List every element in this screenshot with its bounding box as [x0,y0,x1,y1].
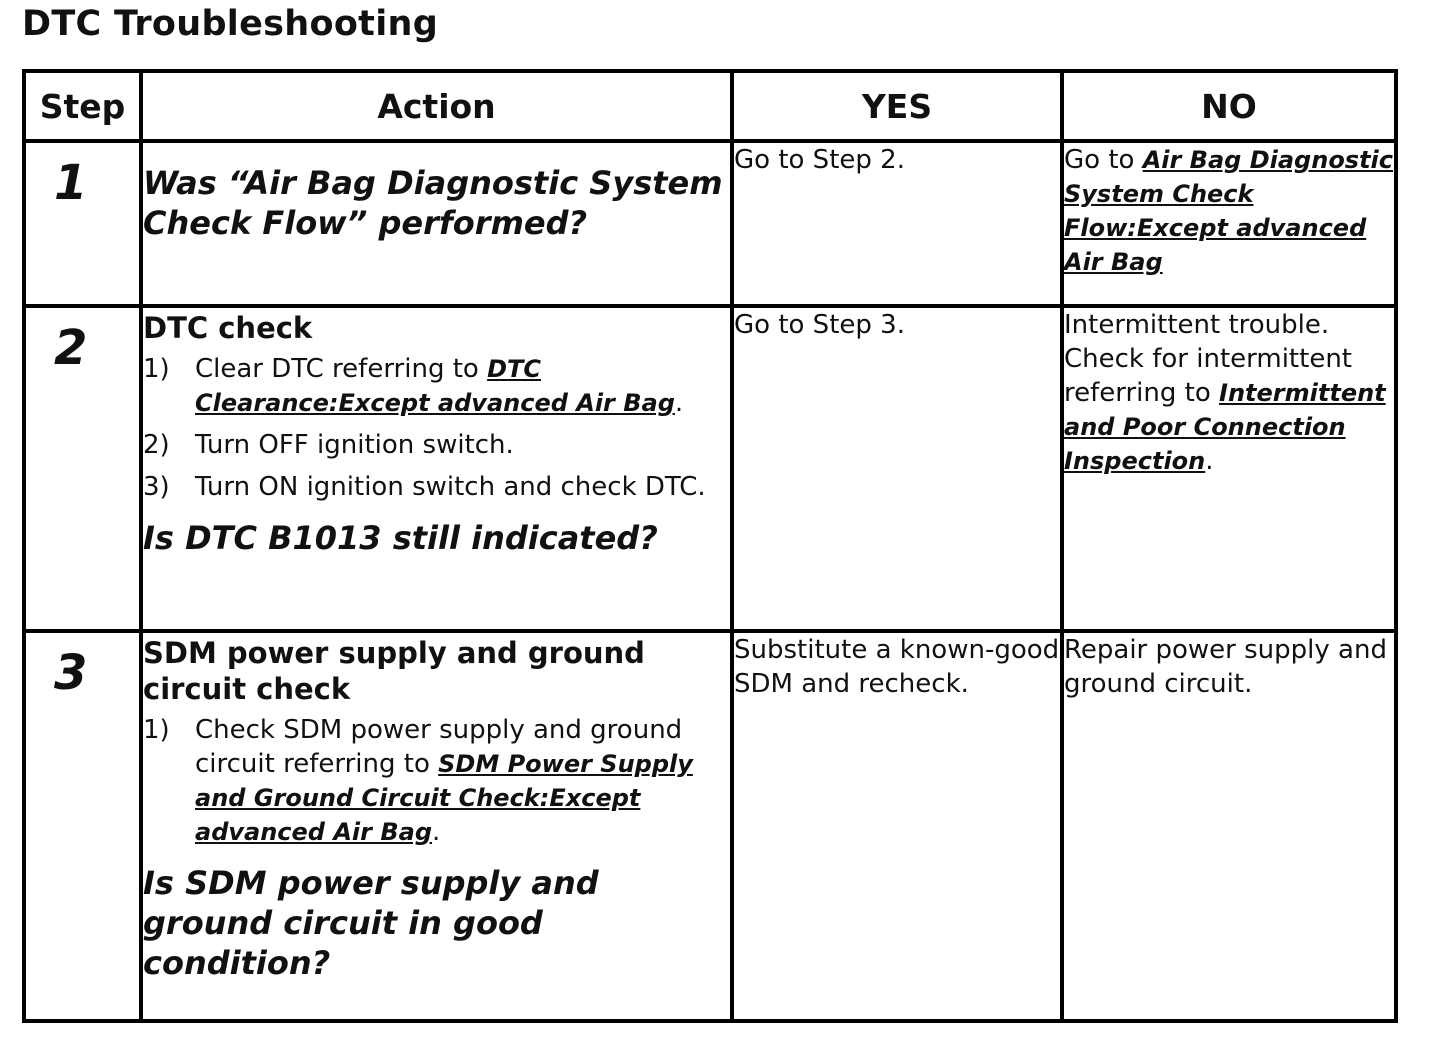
no-cell [1062,306,1396,631]
reference-link[interactable]: SDM Power Supply and Ground Circuit Check:Except advanced Air Bag [195,750,693,846]
header-yes: YES [732,71,1062,141]
list-item-number: 3) [143,472,170,502]
action-list [143,352,730,504]
no-text: Intermittent trouble. Check for intermittent referring to [1064,310,1352,408]
step-question: Is SDM power supply and ground circuit in good condition? [143,864,599,982]
reference-link[interactable]: Air Bag Diagnostic System Check Flow:Except advanced Air Bag [1064,146,1394,276]
step-cell [24,631,141,1021]
action-cell [141,141,732,306]
table-header-row [24,71,1396,141]
list-item [143,470,730,504]
yes-text: Go to Step 2. [734,145,905,175]
list-item-suffix: . [674,388,684,418]
yes-text: Substitute a known-good SDM and recheck. [734,635,1060,699]
list-item-text: Clear DTC referring to [195,354,488,384]
step-cell [24,141,141,306]
step-question: Is DTC B1013 still indicated? [143,519,658,557]
step-number: 2 [54,320,88,376]
yes-cell [732,141,1062,306]
action-list [143,713,730,849]
list-item-number: 2) [143,430,170,460]
step-heading: DTC check [143,311,313,345]
list-item-number: 1) [143,715,170,745]
yes-cell [732,631,1062,1021]
page-title: DTC Troubleshooting [22,4,439,44]
step-number: 1 [54,155,88,211]
reference-link[interactable]: DTC Clearance:Except advanced Air Bag [195,355,675,417]
action-cell [141,631,732,1021]
header-action: Action [141,71,732,141]
troubleshooting-table [22,69,1398,1023]
no-text: Go to [1064,145,1143,175]
step-number: 3 [54,645,88,701]
table-row [24,141,1396,306]
list-item-number: 1) [143,354,170,384]
no-cell [1062,141,1396,306]
no-cell [1062,631,1396,1021]
table-row [24,631,1396,1021]
step-cell [24,306,141,631]
step-heading: SDM power supply and ground circuit check [143,636,645,706]
list-item-text: Turn OFF ignition switch. [195,430,514,460]
no-suffix: . [1205,446,1214,476]
yes-text: Go to Step 3. [734,310,905,340]
header-step: Step [24,71,141,141]
list-item-suffix: . [432,817,441,847]
reference-link[interactable]: Intermittent and Poor Connection Inspection [1064,379,1386,475]
list-item [143,428,730,462]
step-question: Was “Air Bag Diagnostic System Check Flow” performed? [143,164,723,242]
list-item-text: Turn ON ignition switch and check DTC. [195,472,706,502]
header-no: NO [1062,71,1396,141]
table-row [24,306,1396,631]
action-cell [141,306,732,631]
list-item-text: Check SDM power supply and ground circuit referring to [195,715,683,779]
no-text: Repair power supply and ground circuit. [1064,635,1387,699]
list-item [143,713,730,849]
yes-cell [732,306,1062,631]
list-item [143,352,730,420]
